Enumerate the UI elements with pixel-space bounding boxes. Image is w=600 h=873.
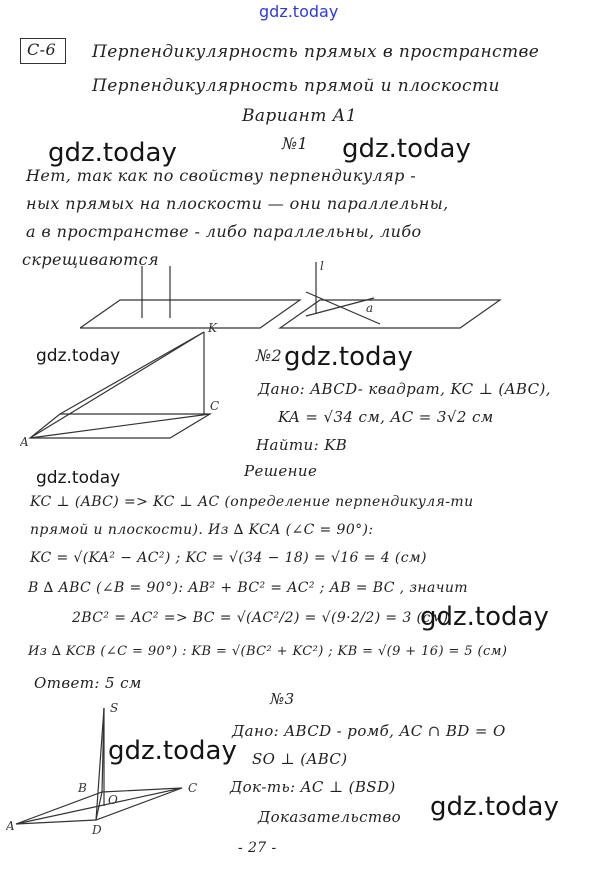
- watermark: gdz.today: [420, 602, 549, 632]
- label-c-fig2: C: [210, 399, 220, 413]
- header-title-2: Перпендикулярность прямой и плоскости: [92, 76, 500, 96]
- watermark: gdz.today: [108, 736, 237, 766]
- label-l: l: [320, 259, 324, 273]
- label-d-fig3: D: [92, 823, 102, 835]
- watermark: gdz.today: [36, 468, 121, 488]
- task2-solution-heading: Решение: [244, 462, 318, 480]
- label-o-fig3: O: [108, 793, 118, 807]
- task3-number: №3: [270, 690, 295, 708]
- segment-kb: [60, 332, 204, 414]
- task2-line-6: Из ∆ KCB (∠C = 90°) : KB = √(BC² + KC²) ; KB = √(9 + 16) = 5 (см): [28, 644, 508, 659]
- task2-given-1: Дано: ABCD- квадрат, KC ⊥ (ABC),: [258, 380, 551, 398]
- task2-find: Найти: KB: [256, 436, 348, 454]
- section-label: С-6: [27, 40, 57, 59]
- task2-line-1: KC ⊥ (ABC) => KC ⊥ AC (определение перпендикуля-ти: [30, 494, 474, 510]
- task1-line-3: а в пространстве - либо параллельны, либо: [26, 222, 422, 241]
- task2-figure: [20, 318, 240, 448]
- label-b-fig3: B: [78, 781, 87, 795]
- header-title-1: Перпендикулярность прямых в пространстве: [92, 42, 540, 62]
- watermark: gdz.today: [430, 792, 559, 822]
- task1-line-4: скрещиваются: [22, 250, 160, 269]
- watermark: gdz.today: [36, 346, 121, 366]
- task2-line-4: В ∆ ABC (∠B = 90°): AB² + BC² = AC² ; AB = BC , значит: [28, 580, 468, 596]
- top-watermark: gdz.today: [259, 2, 339, 21]
- task2-line-5: 2BC² = AC² => BC = √(AC²/2) = √(9·2/2) = 3 (см): [72, 610, 449, 626]
- page-number: - 27 -: [238, 840, 277, 856]
- task1-line-2: ных прямых на плоскости — они параллельны,: [26, 194, 449, 213]
- diagonal-ac: [30, 414, 210, 438]
- watermark: gdz.today: [342, 134, 471, 164]
- label-c-fig3: C: [188, 781, 198, 795]
- task2-given-2: KA = √34 см, AC = 3√2 см: [278, 408, 494, 426]
- watermark: gdz.today: [48, 138, 177, 168]
- task2-line-3: KC = √(KA² − AC²) ; KC = √(34 − 18) = √16 = 4 (см): [30, 550, 427, 566]
- task2-line-2: прямой и плоскости). Из ∆ KCA (∠C = 90°):: [30, 522, 374, 538]
- task3-given-2: SO ⊥ (ABC): [252, 750, 348, 768]
- task1-line-1: Нет, так как по свойству перпендикуляр -: [26, 166, 417, 185]
- task3-prove: Док-ть: AC ⊥ (BSD): [230, 778, 396, 796]
- label-a: a: [366, 301, 374, 315]
- label-a-fig3: A: [6, 819, 15, 833]
- segment-ka: [30, 332, 204, 438]
- section-label-box: [20, 38, 66, 64]
- label-a-fig2: A: [20, 435, 29, 448]
- task2-answer: Ответ: 5 см: [34, 674, 142, 692]
- variant-label: Вариант А1: [242, 106, 358, 126]
- label-k: K: [208, 321, 217, 335]
- task3-given-1: Дано: ABCD - ромб, AC ∩ BD = O: [232, 722, 506, 740]
- watermark: gdz.today: [284, 342, 413, 372]
- task2-number: №2: [256, 346, 283, 365]
- label-s: S: [110, 701, 119, 715]
- task1-number: №1: [282, 134, 309, 153]
- task3-proof-heading: Доказательство: [258, 808, 402, 826]
- task3-figure: [6, 700, 206, 835]
